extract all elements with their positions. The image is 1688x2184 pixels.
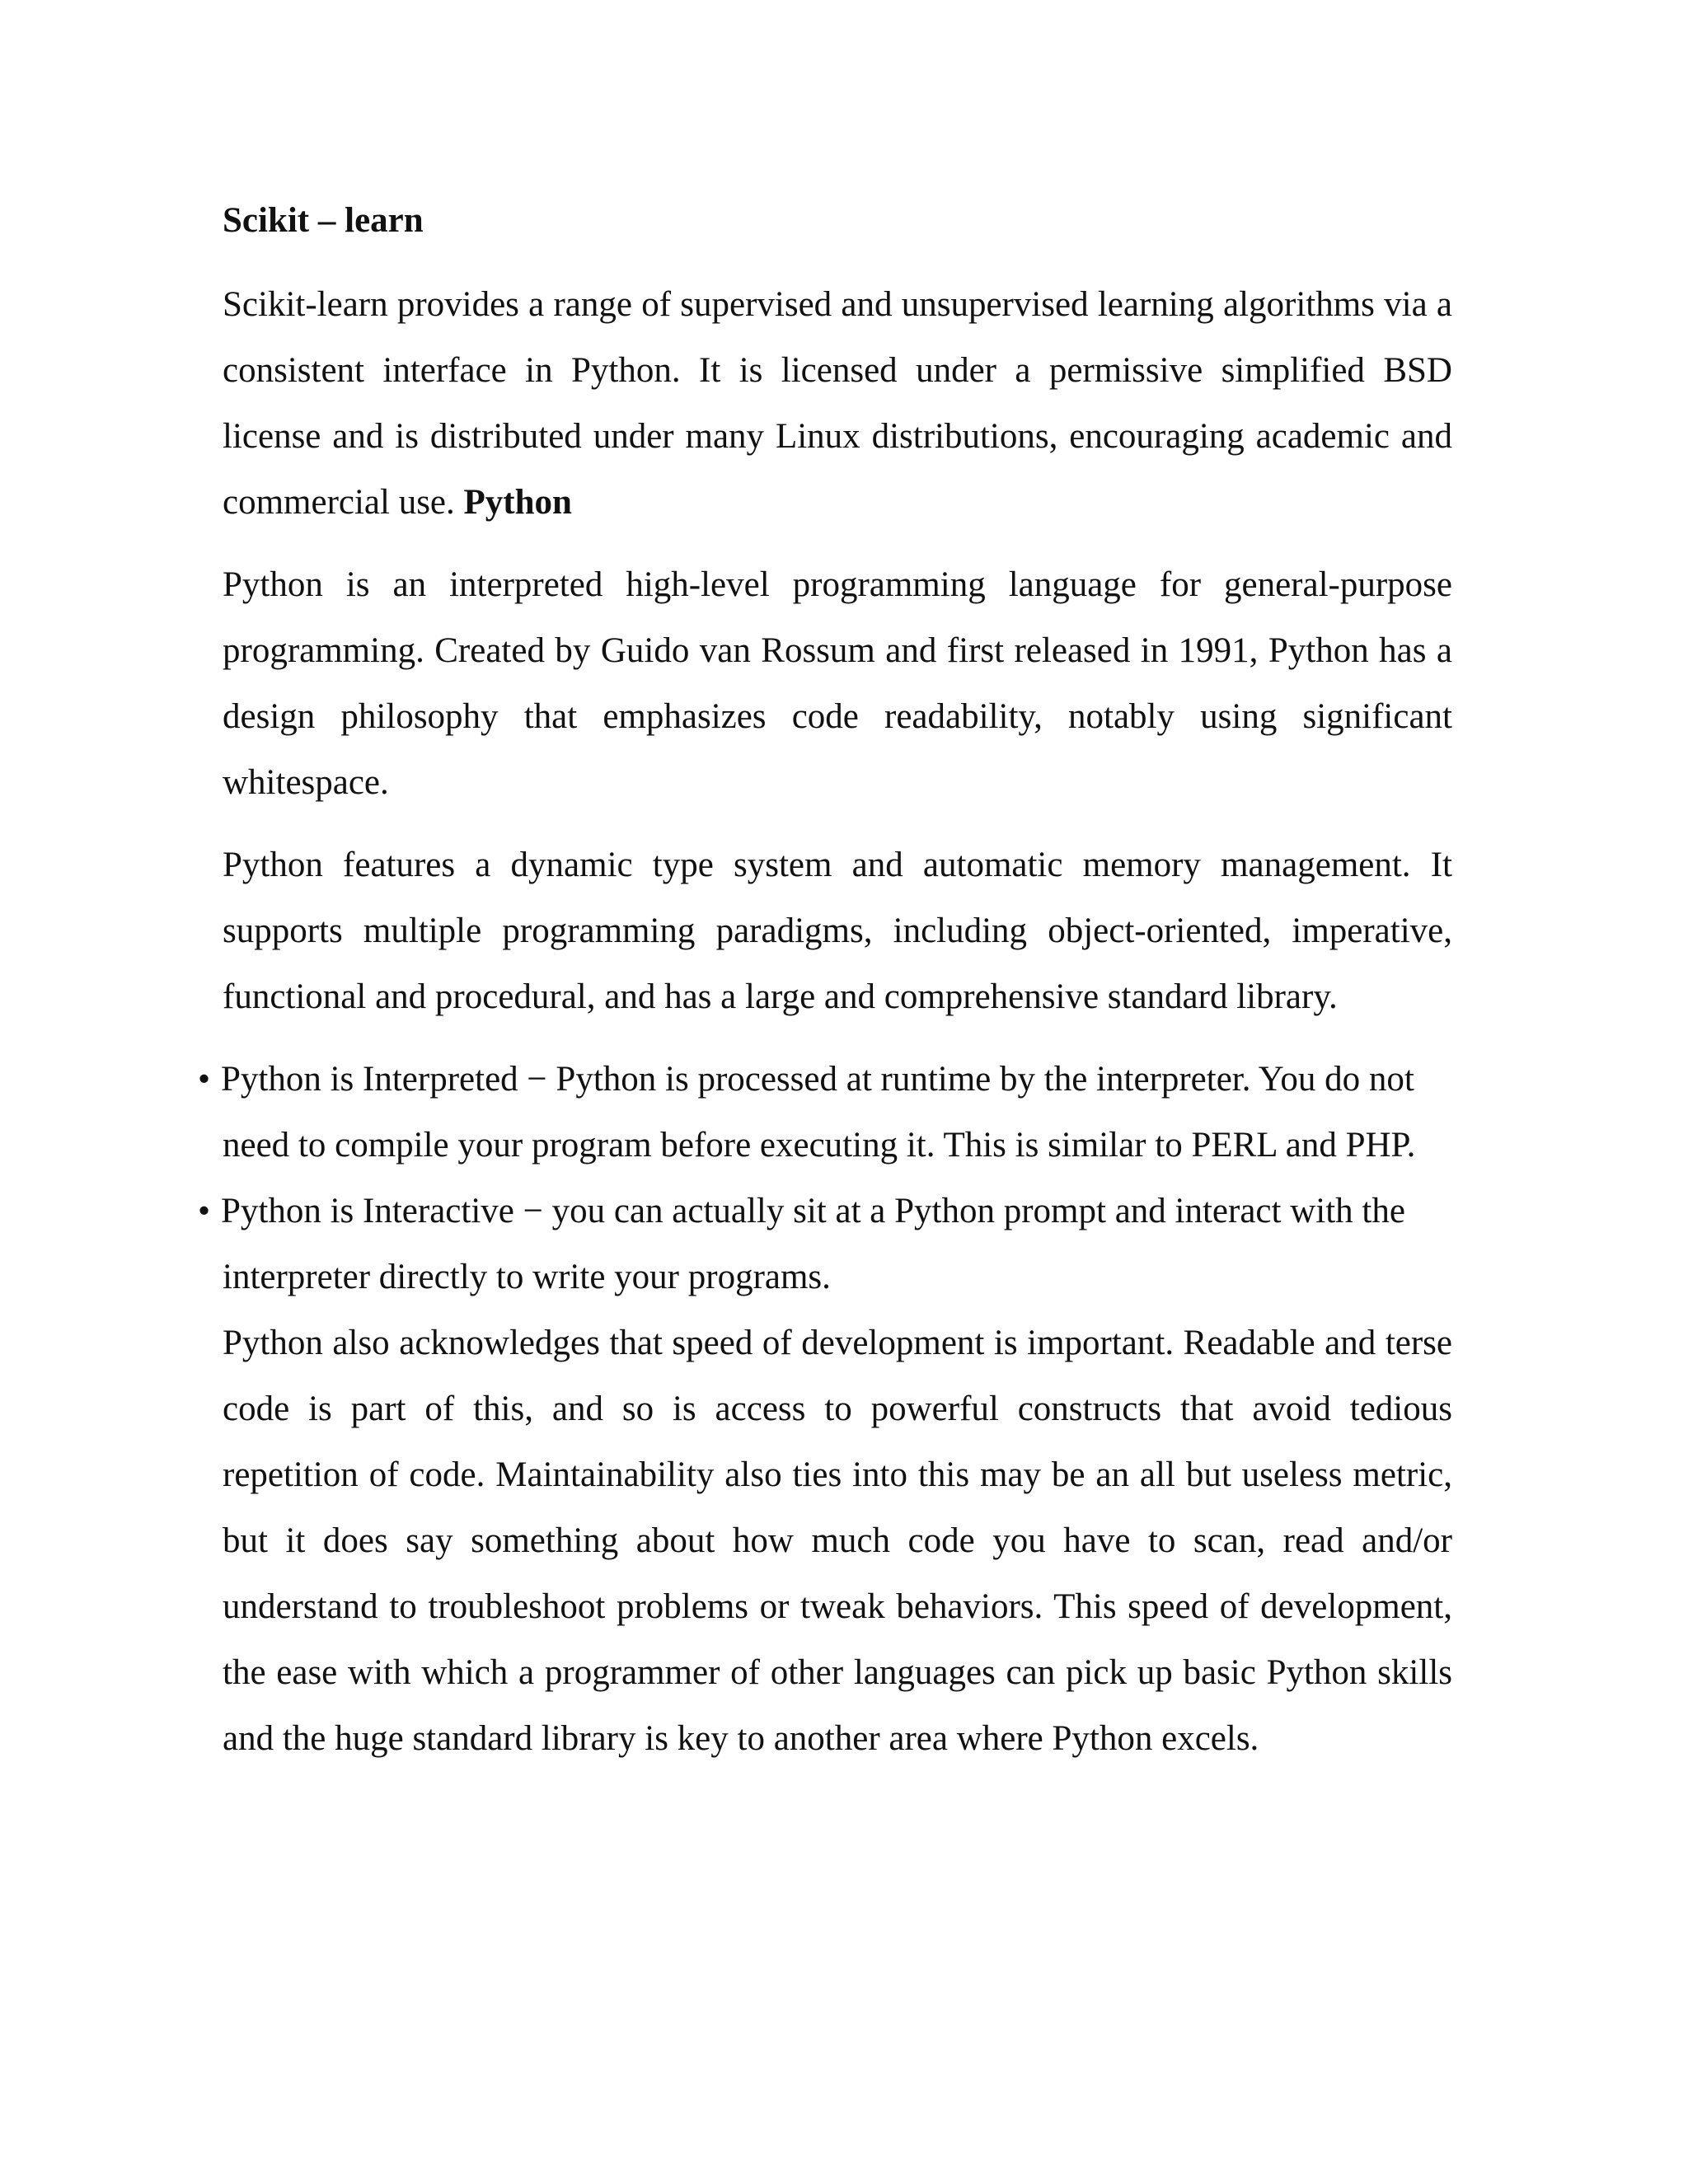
paragraph-speed-of-development: Python also acknowledges that speed of development is important. Readable and terse code is part of this, and so is access to powerful constructs that avoid tedious repetition of code. Maintainability also ties into this may be an all but useless metric, but it does say something about how much code you have to scan, read and/or understand to troubleshoot problems or tweak behaviors. This speed of development, the ease with which a programmer of other languages can pick up basic Python skills and the huge standard library is key to another area where Python excels. [223, 1324, 1452, 1758]
bullet-item-interactive [198, 1179, 1452, 1310]
bullet-text-interactive: Python is Interactive − you can actually sit at a Python prompt and interact with the interpreter directly to write your programs. [221, 1192, 1405, 1296]
document-body [198, 188, 1452, 1772]
bullet-list [198, 1047, 1452, 1310]
paragraph-python-features: Python features a dynamic type system and automatic memory management. It supports multiple programming paradigms, including object-oriented, imperative, functional and procedural, and has a large and comprehensive standard library. [223, 846, 1452, 1016]
paragraph-python-intro: Python is an interpreted high-level programming language for general-purpose programming. Created by Guido van Rossum and first released in 1991, Python has a design philosophy that emphasizes code readability, notably using significant whitespace. [223, 565, 1452, 802]
bullet-icon: • [198, 1060, 211, 1099]
bullet-text-interpreted: Python is Interpreted − Python is processed at runtime by the interpreter. You do not need to compile your program before executing it. This is similar to PERL and PHP. [221, 1060, 1416, 1165]
bullet-icon: • [198, 1192, 211, 1230]
python-subheading: Python [463, 483, 572, 522]
section-heading: Scikit – learn [223, 201, 424, 240]
bullet-item-interpreted [198, 1047, 1452, 1179]
paragraph-scikit [223, 272, 1452, 536]
paragraph-scikit-text: Scikit-learn provides a range of supervised and unsupervised learning algorithms via a consistent interface in Python. It is licensed under a permissive simplified BSD license and is distributed under many Linux distributions, encouraging academic and commercial use. [223, 285, 1452, 522]
